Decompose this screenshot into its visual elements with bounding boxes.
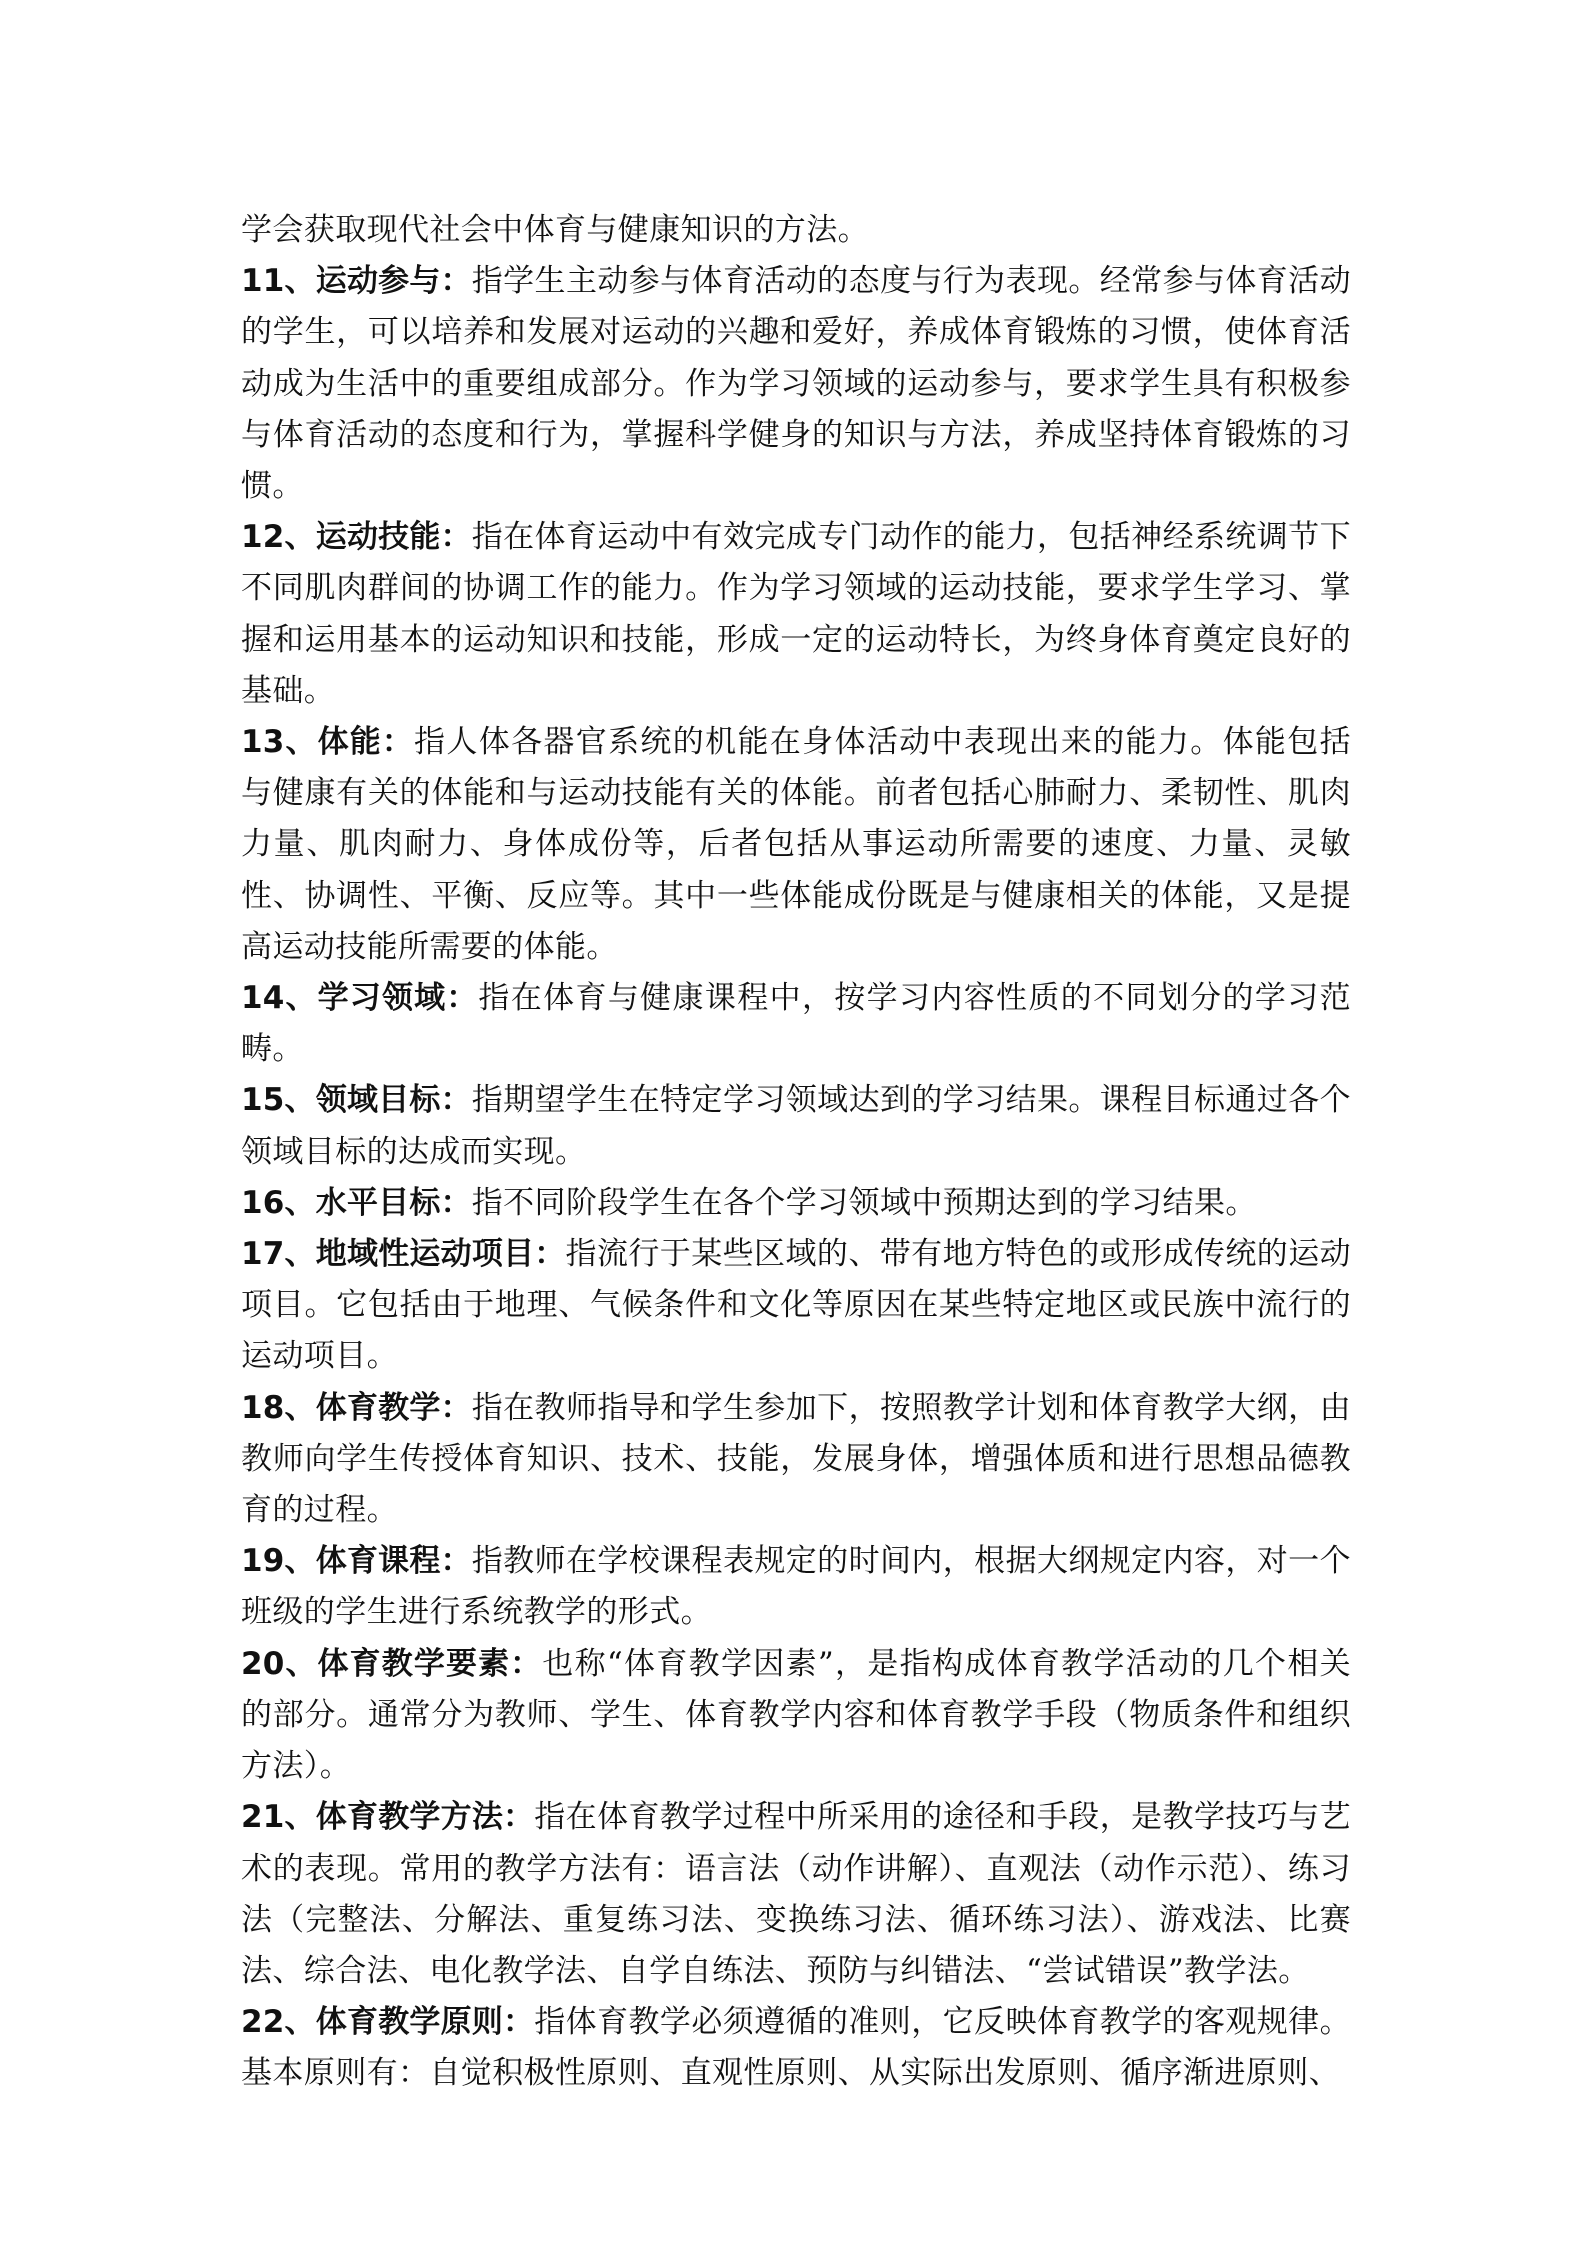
paragraph-text: 指期望学生在特定学习领域达到的学习结果。课程目标通过各个领域目标的达成而实现。 [241, 1082, 1351, 1170]
paragraph-text: 指人体各器官系统的机能在身体活动中表现出来的能力。体能包括与健康有关的体能和与运动技能有关的体能。前者包括心肺耐力、柔韧性、肌肉力量、肌肉耐力、身体成份等，后者包括从事运动所需要的速度、力量、灵敏性、协调性、平衡、反应等。其中一些体能成份既是与健康相关的体能，又是提高运动技能所需要的体能。 [241, 724, 1351, 965]
term-label: 17、地域性运动项目： [241, 1236, 566, 1273]
term-label: 18、体育教学： [241, 1389, 472, 1426]
paragraph-text: 指在体育教学过程中所采用的途径和手段，是教学技巧与艺术的表现。常用的教学方法有：语言法（动作讲解）、直观法（动作示范）、练习法（完整法、分解法、重复练习法、变换练习法、循环练习法）、游戏法、比赛法、综合法、电化教学法、自学自练法、预防与纠错法、“尝试错误”教学法。 [241, 1799, 1351, 1989]
paragraph-text: 指学生主动参与体育活动的态度与行为表现。经常参与体育活动的学生，可以培养和发展对运动的兴趣和爱好，养成体育锻炼的习惯，使体育活动成为生活中的重要组成部分。作为学习领域的运动参与，要求学生具有积极参与体育活动的态度和行为，掌握科学健身的知识与方法，养成坚持体育锻炼的习惯。 [241, 263, 1351, 505]
paragraph-11 [241, 256, 1351, 512]
paragraph-22 [241, 1997, 1351, 2099]
term-label: 19、体育课程： [241, 1543, 472, 1580]
paragraph-text: 也称“体育教学因素”，是指构成体育教学活动的几个相关的部分。通常分为教师、学生、体育教学内容和体育教学手段（物质条件和组织方法）。 [241, 1645, 1352, 1785]
paragraph-13 [241, 717, 1351, 973]
term-label: 16、水平目标： [241, 1184, 472, 1221]
paragraph-18 [241, 1383, 1351, 1537]
paragraph-intro [241, 205, 1351, 256]
paragraph-text: 指流行于某些区域的、带有地方特色的或形成传统的运动项目。它包括由于地理、气候条件和文化等原因在某些特定地区或民族中流行的运动项目。 [241, 1236, 1352, 1375]
paragraph-text: 指体育教学必须遵循的准则，它反映体育教学的客观规律。基本原则有：自觉积极性原则、直观性原则、从实际出发原则、循序渐进原则、 [241, 2004, 1351, 2092]
term-label: 15、领域目标： [241, 1082, 472, 1119]
paragraph-text: 指在教师指导和学生参加下，按照教学计划和体育教学大纲，由教师向学生传授体育知识、技术、技能，发展身体，增强体质和进行思想品德教育的过程。 [241, 1389, 1351, 1529]
term-label: 20、体育教学要素： [241, 1645, 543, 1682]
term-label: 11、运动参与： [241, 263, 472, 300]
paragraph-20 [241, 1639, 1351, 1793]
paragraph-14 [241, 973, 1351, 1075]
document-page [241, 205, 1351, 2100]
paragraph-19 [241, 1536, 1351, 1638]
paragraph-text: 学会获取现代社会中体育与健康知识的方法。 [241, 212, 869, 248]
paragraph-text: 指教师在学校课程表规定的时间内，根据大纲规定内容，对一个班级的学生进行系统教学的形式。 [241, 1543, 1351, 1631]
paragraph-15 [241, 1075, 1351, 1177]
paragraph-17 [241, 1229, 1351, 1383]
paragraph-text: 指在体育与健康课程中，按学习内容性质的不同划分的学习范畴。 [241, 980, 1351, 1068]
term-label: 13、体能： [241, 724, 415, 761]
paragraph-text: 指不同阶段学生在各个学习领域中预期达到的学习结果。 [471, 1184, 1257, 1221]
paragraph-12 [241, 512, 1351, 717]
paragraph-text: 指在体育运动中有效完成专门动作的能力，包括神经系统调节下不同肌肉群间的协调工作的能力。作为学习领域的运动技能，要求学生学习、掌握和运用基本的运动知识和技能，形成一定的运动特长，为终身体育奠定良好的基础。 [241, 519, 1351, 709]
term-label: 21、体育教学方法： [241, 1799, 535, 1836]
term-label: 12、运动技能： [241, 519, 472, 556]
paragraph-21 [241, 1792, 1351, 1997]
paragraph-16 [241, 1178, 1351, 1229]
term-label: 22、体育教学原则： [241, 2004, 535, 2041]
term-label: 14、学习领域： [241, 980, 479, 1017]
